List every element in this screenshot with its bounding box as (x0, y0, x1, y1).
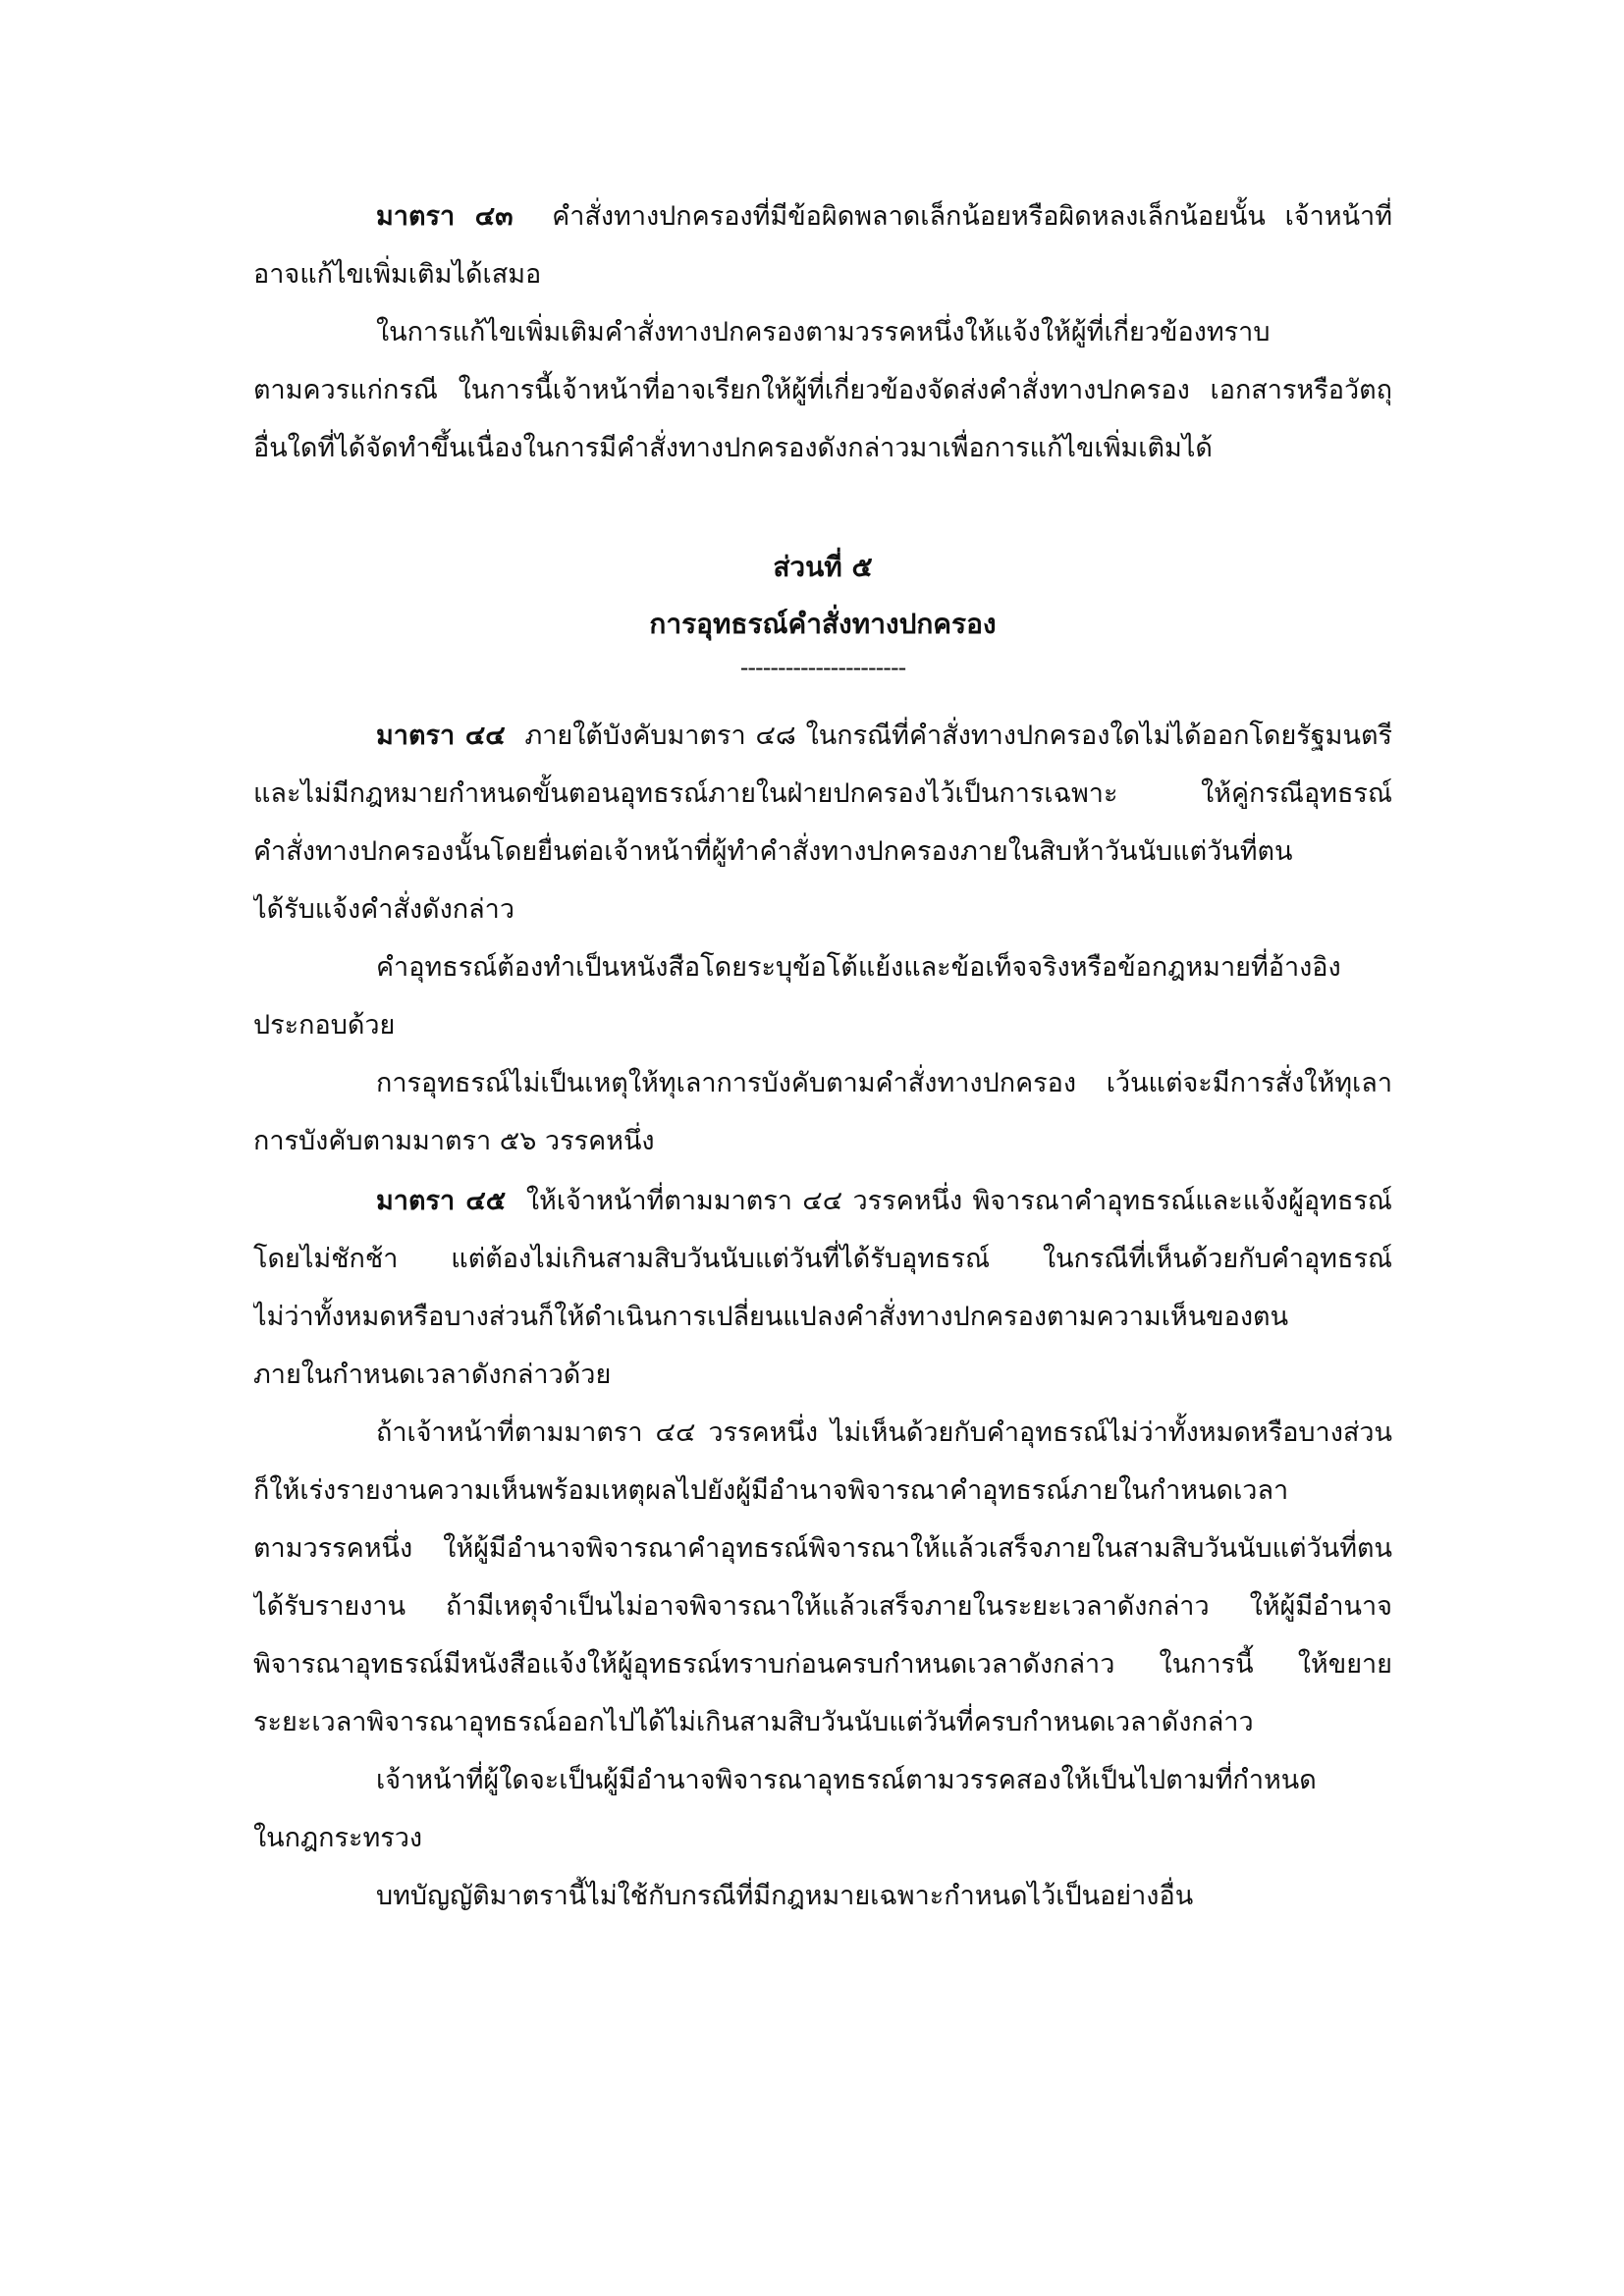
part-number: ส่วนที่ ๕ (773, 551, 873, 583)
section-44-text: ภายใต้บังคับมาตรา ๔๘ ในกรณีที่คำสั่งทางปกครองใดไม่ได้ออกโดยรัฐมนตรี (524, 721, 1392, 751)
section-44-p3-line-2: การบังคับตามมาตรา ๕๖ วรรคหนึ่ง (253, 1126, 655, 1156)
section-43-p2-line-2: ตามควรแก่กรณี ในการนี้เจ้าหน้าที่อาจเรียกให้ผู้ที่เกี่ยวข้องจัดส่งคำสั่งทางปกครอง เอกสารหรือวัตถุ (253, 375, 1392, 405)
part-title: การอุทธรณ์คำสั่งทางปกครอง (649, 608, 997, 640)
section-45-p2-line-3: ตามวรรคหนึ่ง ให้ผู้มีอำนาจพิจารณาคำอุทธรณ์พิจารณาให้แล้วเสร็จภายในสามสิบวันนับแต่วันที่ตน (253, 1533, 1392, 1564)
section-45-heading: มาตรา ๔๕ (376, 1186, 507, 1216)
section-44-line-3: คำสั่งทางปกครองนั้นโดยยื่นต่อเจ้าหน้าที่ผู้ทำคำสั่งทางปกครองภายในสิบห้าวันนับแต่วันที่ตน (253, 836, 1293, 867)
section-45-line-4: ภายในกำหนดเวลาดังกล่าวด้วย (253, 1360, 612, 1390)
section-44-line-1 (253, 707, 1392, 765)
section-44 (253, 707, 1392, 1170)
section-43-p2-line-1: ในการแก้ไขเพิ่มเติมคำสั่งทางปกครองตามวรรคหนึ่งให้แจ้งให้ผู้ที่เกี่ยวข้องทราบ (376, 317, 1271, 347)
section-45-line-3: ไม่ว่าทั้งหมดหรือบางส่วนก็ให้ดำเนินการเปลี่ยนแปลงคำสั่งทางปกครองตามความเห็นของตน (253, 1302, 1289, 1332)
part-separator: ---------------------- (739, 654, 906, 681)
section-45-line-2: โดยไม่ชักช้า แต่ต้องไม่เกินสามสิบวันนับแต่วันที่ได้รับอุทธรณ์ ในกรณีที่เห็นด้วยกับคำอุทธรณ์ (253, 1244, 1392, 1274)
part-heading (253, 539, 1392, 682)
section-45-p2-line-4: ได้รับรายงาน ถ้ามีเหตุจำเป็นไม่อาจพิจารณาให้แล้วเสร็จภายในระยะเวลาดังกล่าว ให้ผู้มีอำนาจ (253, 1591, 1392, 1622)
section-45-p3-line-2: ในกฎกระทรวง (253, 1823, 423, 1853)
section-43-text: คำสั่งทางปกครองที่มีข้อผิดพลาดเล็กน้อยหรือผิดหลงเล็กน้อยนั้น เจ้าหน้าที่ (552, 201, 1392, 232)
section-45-text: ให้เจ้าหน้าที่ตามมาตรา ๔๔ วรรคหนึ่ง พิจารณาคำอุทธรณ์และแจ้งผู้อุทธรณ์ (525, 1186, 1392, 1216)
section-44-p3-line-1: การอุทธรณ์ไม่เป็นเหตุให้ทุเลาการบังคับตามคำสั่งทางปกครอง เว้นแต่จะมีการสั่งให้ทุเลา (376, 1068, 1392, 1098)
section-45-line-1 (253, 1172, 1392, 1230)
section-45 (253, 1172, 1392, 1925)
section-45-p2-line-1: ถ้าเจ้าหน้าที่ตามมาตรา ๔๔ วรรคหนึ่ง ไม่เห็นด้วยกับคำอุทธรณ์ไม่ว่าทั้งหมดหรือบางส่วน (376, 1417, 1392, 1448)
section-44-line-4: ได้รับแจ้งคำสั่งดังกล่าว (253, 894, 514, 925)
section-44-p2-line-1: คำอุทธรณ์ต้องทำเป็นหนังสือโดยระบุข้อโต้แย้งและข้อเท็จจริงหรือข้อกฎหมายที่อ้างอิง (376, 952, 1341, 983)
section-43-line-2: อาจแก้ไขเพิ่มเติมได้เสมอ (253, 259, 542, 290)
section-45-p2-line-5: พิจารณาอุทธรณ์มีหนังสือแจ้งให้ผู้อุทธรณ์ทราบก่อนครบกำหนดเวลาดังกล่าว ในการนี้ ให้ขยาย (253, 1649, 1392, 1680)
section-45-p4-line-1: บทบัญญัติมาตรานี้ไม่ใช้กับกรณีที่มีกฎหมายเฉพาะกำหนดไว้เป็นอย่างอื่น (376, 1881, 1194, 1911)
section-44-line-2: และไม่มีกฎหมายกำหนดขั้นตอนอุทธรณ์ภายในฝ่ายปกครองไว้เป็นการเฉพาะ ให้คู่กรณีอุทธรณ์ (253, 778, 1392, 809)
section-44-heading: มาตรา ๔๔ (376, 721, 506, 751)
section-43-heading: มาตรา ๔๓ (376, 201, 514, 232)
section-44-p2-line-2: ประกอบด้วย (253, 1010, 396, 1041)
section-45-p2-line-2: ก็ให้เร่งรายงานความเห็นพร้อมเหตุผลไปยังผู้มีอำนาจพิจารณาคำอุทธรณ์ภายในกำหนดเวลา (253, 1475, 1289, 1506)
section-43 (253, 187, 1392, 477)
section-43-p2-line-3: อื่นใดที่ได้จัดทำขึ้นเนื่องในการมีคำสั่งทางปกครองดังกล่าวมาเพื่อการแก้ไขเพิ่มเติมได้ (253, 433, 1213, 463)
section-45-p2-line-6: ระยะเวลาพิจารณาอุทธรณ์ออกไปได้ไม่เกินสามสิบวันนับแต่วันที่ครบกำหนดเวลาดังกล่าว (253, 1707, 1254, 1737)
section-45-p3-line-1: เจ้าหน้าที่ผู้ใดจะเป็นผู้มีอำนาจพิจารณาอุทธรณ์ตามวรรคสองให้เป็นไปตามที่กำหนด (376, 1765, 1317, 1795)
section-43-line-1 (253, 187, 1392, 245)
